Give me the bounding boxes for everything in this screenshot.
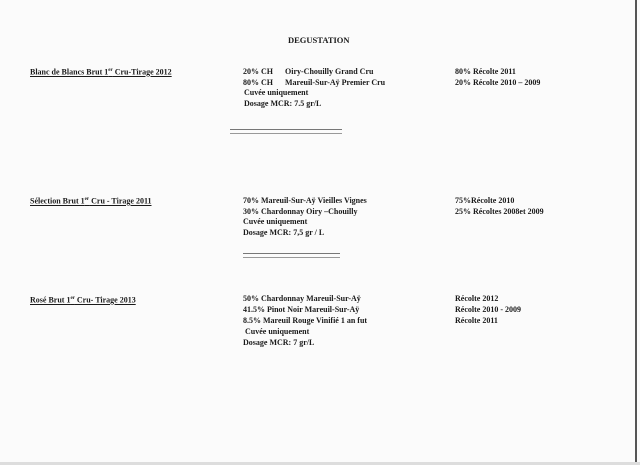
composition-line: 50% Chardonnay Mareuil-Sur-Aÿ xyxy=(243,294,361,303)
section-divider xyxy=(243,253,340,258)
harvest-line: Récolte 2011 xyxy=(455,316,498,325)
wine-heading-blanc-de-blancs: Blanc de Blancs Brut 1er Cru-Tirage 2012 xyxy=(30,67,172,77)
cuvee-note: Cuvée uniquement xyxy=(243,327,310,336)
composition-line: 41.5% Pinot Noir Mareuil-Sur-Aÿ xyxy=(243,305,360,314)
scan-edge xyxy=(635,0,637,465)
composition-line: 30% Chardonnay Oiry –Chouilly xyxy=(243,206,358,216)
harvest-line: 80% Récolte 2011 xyxy=(455,67,516,76)
harvest-line: Récolte 2010 - 2009 xyxy=(455,305,521,314)
dosage-note: Dosage MCR: 7,5 gr / L xyxy=(243,227,325,237)
harvest-line: 75%Récolte 2010 xyxy=(455,196,515,205)
harvest-line: 25% Récoltes 2008et 2009 xyxy=(455,206,544,216)
dosage-note: Dosage MCR: 7 gr/L xyxy=(243,338,315,347)
section-divider xyxy=(230,129,342,134)
document-title: DEGUSTATION xyxy=(288,35,350,45)
wine-heading-selection: Sélection Brut 1er Cru - Tirage 2011 xyxy=(30,196,152,206)
composition-line: 80% CH Mareuil-Sur-Aÿ Premier Cru xyxy=(243,77,386,87)
composition-line: 20% CH Oiry-Chouilly Grand Cru xyxy=(243,67,374,76)
dosage-note: Dosage MCR: 7.5 gr/L xyxy=(244,98,322,108)
composition-line: 70% Mareuil-Sur-Aÿ Vieilles Vignes xyxy=(243,196,367,205)
cuvee-note: Cuvée uniquement xyxy=(243,217,308,226)
harvest-line: 20% Récolte 2010 – 2009 xyxy=(455,77,541,87)
wine-heading-rose: Rosé Brut 1er Cru- Tirage 2013 xyxy=(30,295,136,305)
cuvee-note: Cuvée uniquement xyxy=(244,88,309,97)
harvest-line: Récolte 2012 xyxy=(455,294,499,303)
composition-line: 8.5% Mareuil Rouge Vinifié 1 an fut xyxy=(243,316,368,325)
